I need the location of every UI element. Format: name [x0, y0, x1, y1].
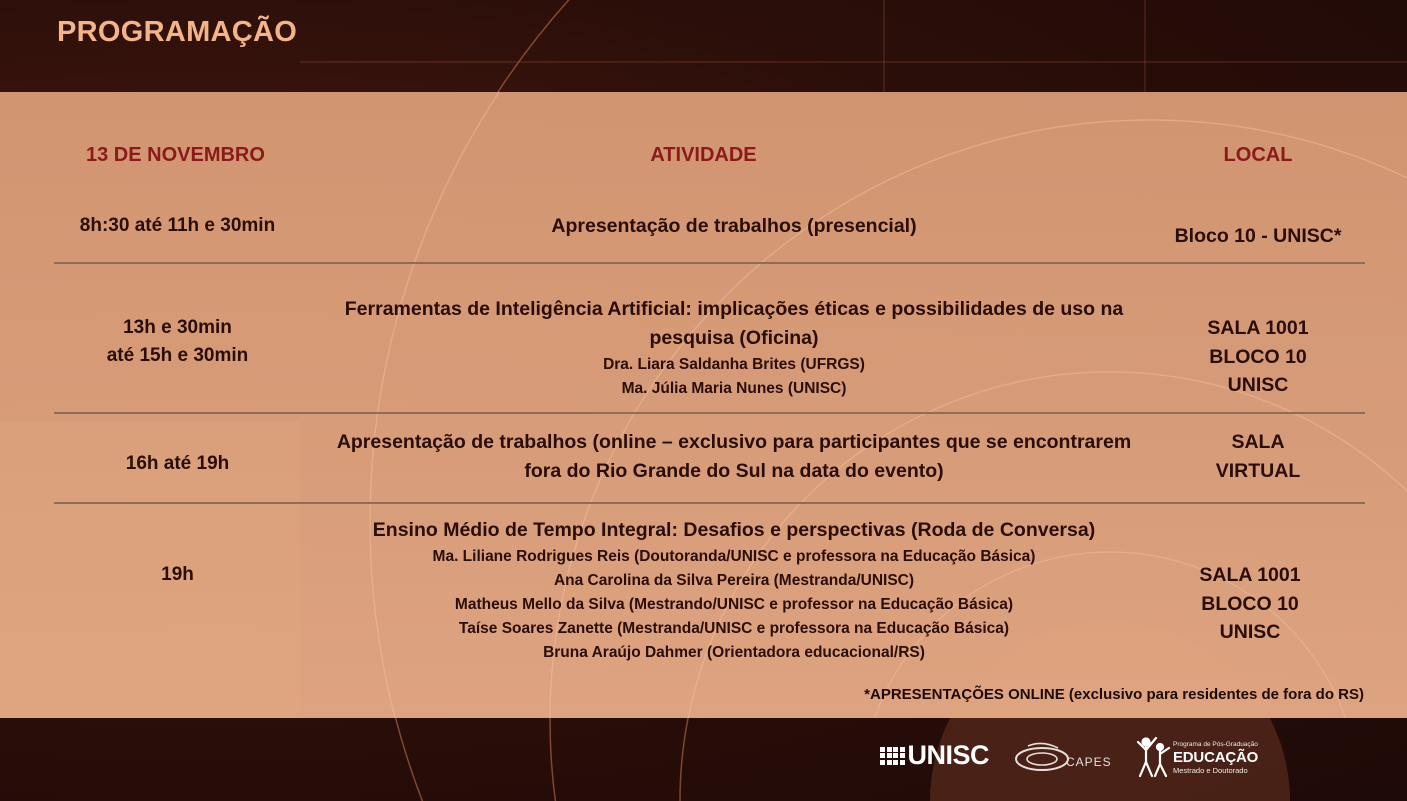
activity-title: Ferramentas de Inteligência Artificial: implicações éticas e possibilidades de uso na [344, 298, 1124, 320]
activity-title: Ensino Médio de Tempo Integral: Desafios e perspectivas (Roda de Conversa) [372, 519, 1096, 541]
header-activity: ATIVIDADE [650, 144, 757, 166]
speaker: Taíse Soares Zanette (Mestranda/UNISC e professora na Educação Básica) [458, 620, 1010, 637]
row-divider [54, 412, 1365, 414]
row-activity [300, 212, 1168, 241]
unisc-grid-icon [880, 747, 905, 765]
time-line: 19h [161, 564, 194, 585]
people-figures-icon [1136, 732, 1172, 780]
location-line: VIRTUAL [1215, 459, 1301, 482]
speaker: Ma. Júlia Maria Nunes (UNISC) [621, 380, 847, 397]
educacao-degree: Mestrado e Doutorado [1173, 766, 1248, 775]
speaker: Bruna Araújo Dahmer (Orientadora educacional/RS) [543, 644, 925, 661]
activity-title: Apresentação de trabalhos (online – exclusivo para participantes que se encontrarem [336, 431, 1132, 453]
unisc-wordmark: UNISC [907, 740, 990, 770]
time-line: 16h até 19h [125, 453, 230, 474]
speaker: Dra. Liara Saldanha Brites (UFRGS) [603, 356, 865, 373]
row-time [40, 212, 315, 240]
row-activity [300, 516, 1168, 665]
location-line: Bloco 10 - UNISC* [1174, 225, 1342, 247]
row-activity [300, 428, 1168, 486]
educacao-subtitle: Programa de Pós-Graduação [1173, 741, 1258, 748]
sponsor-logos [880, 732, 1260, 782]
location-line: SALA 1001 [1199, 564, 1301, 586]
activity-title: pesquisa (Oficina) [649, 327, 819, 349]
page-title: PROGRAMAÇÃO [57, 16, 298, 48]
header-date: 13 DE NOVEMBRO [86, 144, 265, 166]
row-activity [300, 295, 1168, 401]
row-divider [54, 262, 1365, 264]
row-divider [54, 502, 1365, 504]
educacao-wordmark: EDUCAÇÃO [1173, 749, 1259, 766]
row-location [1150, 561, 1350, 647]
unisc-logo [880, 740, 989, 771]
footnote: *APRESENTAÇÕES ONLINE (exclusivo para residentes de fora do RS) [864, 686, 1364, 703]
time-line: 13h e 30min [123, 317, 232, 338]
location-line: SALA 1001 [1207, 317, 1309, 339]
row-location [1158, 314, 1358, 400]
speaker: Ma. Liliane Rodrigues Reis (Doutoranda/UNISC e professora na Educação Básica) [432, 548, 1036, 565]
location-line: BLOCO 10 [1201, 592, 1299, 615]
time-line: até 15h e 30min [106, 345, 249, 366]
row-location [1158, 428, 1358, 485]
location-line: SALA [1231, 431, 1285, 453]
row-time [40, 561, 315, 589]
schedule-panel [0, 92, 1407, 718]
activity-title: Apresentação de trabalhos (presencial) [551, 215, 917, 237]
capes-swirl-icon [1014, 738, 1070, 778]
capes-wordmark: CAPES [1066, 755, 1112, 769]
speaker: Matheus Mello da Silva (Mestrando/UNISC e professor na Educação Básica) [454, 596, 1014, 613]
speaker: Ana Carolina da Silva Pereira (Mestranda/UNISC) [553, 572, 915, 589]
location-line: BLOCO 10 [1209, 345, 1307, 368]
row-location [1158, 222, 1358, 251]
activity-title: fora do Rio Grande do Sul na data do evento) [524, 460, 944, 482]
capes-logo [1014, 738, 1124, 778]
row-time [40, 450, 315, 478]
header-location: LOCAL [1223, 144, 1293, 166]
location-line: UNISC [1227, 374, 1289, 396]
row-time [40, 314, 315, 370]
educacao-logo [1136, 732, 1260, 782]
location-line: UNISC [1219, 621, 1281, 643]
time-line: 8h:30 até 11h e 30min [79, 215, 276, 236]
